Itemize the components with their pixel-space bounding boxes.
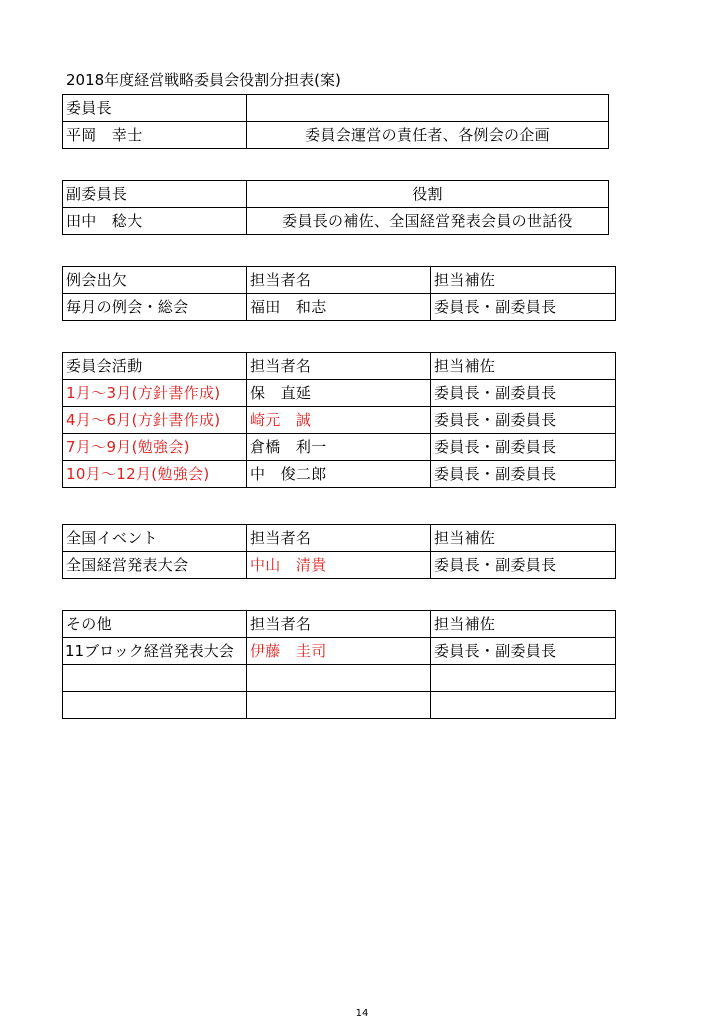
table-header-row	[63, 353, 616, 380]
assistant-cell: 委員長・副委員長	[431, 407, 616, 434]
table-header-row	[63, 611, 616, 638]
column-header: 担当者名	[247, 525, 431, 552]
table-row	[63, 434, 616, 461]
person-cell	[247, 665, 431, 692]
table-header-row	[63, 181, 609, 208]
vice-chair-role: 委員長の補佐、全国経営発表会員の世話役	[247, 208, 609, 235]
other-table	[62, 610, 616, 719]
person-cell: 倉橋 利一	[247, 434, 431, 461]
committee-activities-table	[62, 352, 616, 488]
task-cell: 10月～12月(勉強会)	[63, 461, 247, 488]
column-header: 担当補佐	[431, 611, 616, 638]
chair-role: 委員会運営の責任者、各例会の企画	[247, 122, 609, 149]
table-header-row	[63, 525, 616, 552]
assistant-cell: 委員長・副委員長	[431, 434, 616, 461]
page-title: 2018年度経営戦略委員会役割分担表(案)	[66, 71, 341, 89]
table-row	[63, 461, 616, 488]
table-row	[63, 665, 616, 692]
chair-name: 平岡 幸士	[63, 122, 247, 149]
assistant-cell: 委員長・副委員長	[431, 380, 616, 407]
person-cell: 伊藤 圭司	[247, 638, 431, 665]
task-cell: 7月～9月(勉強会)	[63, 434, 247, 461]
task-cell: 4月～6月(方針書作成)	[63, 407, 247, 434]
assistant-cell: 委員長・副委員長	[431, 294, 616, 321]
task-cell: 11ブロック経営発表大会	[63, 638, 247, 665]
vice-chair-name: 田中 稔大	[63, 208, 247, 235]
person-cell	[247, 692, 431, 719]
column-header: 担当補佐	[431, 267, 616, 294]
person-cell: 福田 和志	[247, 294, 431, 321]
vice-chair-header-value: 役割	[247, 181, 609, 208]
page-number: 14	[355, 1008, 369, 1019]
column-header: 担当者名	[247, 267, 431, 294]
column-header: 担当補佐	[431, 353, 616, 380]
task-cell	[63, 665, 247, 692]
column-header: 担当者名	[247, 353, 431, 380]
assistant-cell: 委員長・副委員長	[431, 638, 616, 665]
chair-header-label: 委員長	[63, 95, 247, 122]
column-header: その他	[63, 611, 247, 638]
task-cell	[63, 692, 247, 719]
vice-chair-header-label: 副委員長	[63, 181, 247, 208]
table-header-row	[63, 95, 609, 122]
column-header: 例会出欠	[63, 267, 247, 294]
assistant-cell: 委員長・副委員長	[431, 461, 616, 488]
chair-header-value	[247, 95, 609, 122]
task-cell: 1月～3月(方針書作成)	[63, 380, 247, 407]
table-row	[63, 380, 616, 407]
table-row	[63, 294, 616, 321]
vice-chair-table	[62, 180, 609, 235]
person-cell: 崎元 誠	[247, 407, 431, 434]
table-row	[63, 552, 616, 579]
assistant-cell: 委員長・副委員長	[431, 552, 616, 579]
national-event-table	[62, 524, 616, 579]
table-row	[63, 692, 616, 719]
table-row	[63, 208, 609, 235]
task-cell: 毎月の例会・総会	[63, 294, 247, 321]
person-cell: 保 直延	[247, 380, 431, 407]
person-cell: 中 俊二郎	[247, 461, 431, 488]
task-cell: 全国経営発表大会	[63, 552, 247, 579]
table-row	[63, 122, 609, 149]
assistant-cell	[431, 692, 616, 719]
column-header: 担当補佐	[431, 525, 616, 552]
person-cell: 中山 清貴	[247, 552, 431, 579]
column-header: 全国イベント	[63, 525, 247, 552]
column-header: 委員会活動	[63, 353, 247, 380]
column-header: 担当者名	[247, 611, 431, 638]
table-row	[63, 638, 616, 665]
table-row	[63, 407, 616, 434]
chair-table	[62, 94, 609, 149]
meeting-attendance-table	[62, 266, 616, 321]
table-header-row	[63, 267, 616, 294]
assistant-cell	[431, 665, 616, 692]
